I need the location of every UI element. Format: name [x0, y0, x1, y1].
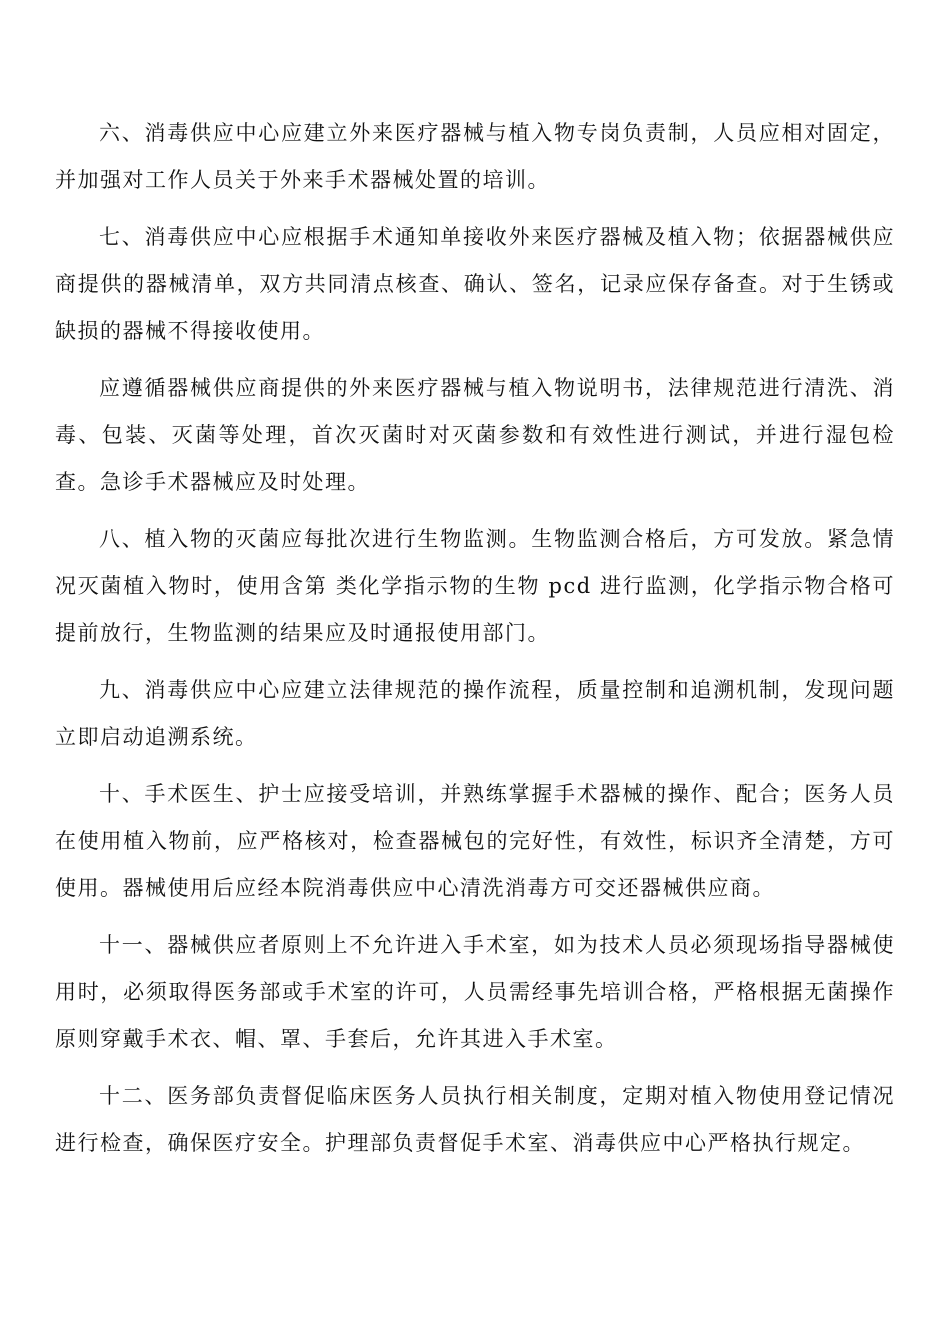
paragraph-7: 七、消毒供应中心应根据手术通知单接收外来医疗器械及植入物；依据器械供应商提供的器械清单，双方共同清点核查、确认、签名，记录应保存备查。对于生锈或缺损的器械不得接收使用。: [55, 225, 895, 343]
paragraph-6: 六、消毒供应中心应建立外来医疗器械与植入物专岗负责制，人员应相对固定，并加强对工作人员关于外来手术器械处置的培训。: [55, 121, 895, 192]
paragraph-7-continued: 应遵循器械供应商提供的外来医疗器械与植入物说明书，法律规范进行清洗、消毒、包装、灭菌等处理，首次灭菌时对灭菌参数和有效性进行测试，并进行湿包检查。急诊手术器械应及时处理。: [55, 376, 895, 494]
paragraph-10: 十、手术医生、护士应接受培训，并熟练掌握手术器械的操作、配合；医务人员在使用植入物前，应严格核对，检查器械包的完好性，有效性，标识齐全清楚，方可使用。器械使用后应经本院消毒供应中心清洗消毒方可交还器械供应商。: [55, 782, 895, 900]
document-body: [55, 110, 895, 1177]
paragraph-8: 八、植入物的灭菌应每批次进行生物监测。生物监测合格后，方可发放。紧急情况灭菌植入物时，使用含第 类化学指示物的生物 pcd 进行监测，化学指示物合格可提前放行，生物监测的结果应及时通报使用部门。: [55, 527, 895, 645]
paragraph-9: 九、消毒供应中心应建立法律规范的操作流程，质量控制和追溯机制，发现问题立即启动追溯系统。: [55, 678, 895, 749]
paragraph-11: 十一、器械供应者原则上不允许进入手术室，如为技术人员必须现场指导器械使用时，必须取得医务部或手术室的许可，人员需经事先培训合格，严格根据无菌操作原则穿戴手术衣、帽、罩、手套后，允许其进入手术室。: [55, 933, 895, 1051]
paragraph-12: 十二、医务部负责督促临床医务人员执行相关制度，定期对植入物使用登记情况进行检查，确保医疗安全。护理部负责督促手术室、消毒供应中心严格执行规定。: [55, 1084, 895, 1155]
